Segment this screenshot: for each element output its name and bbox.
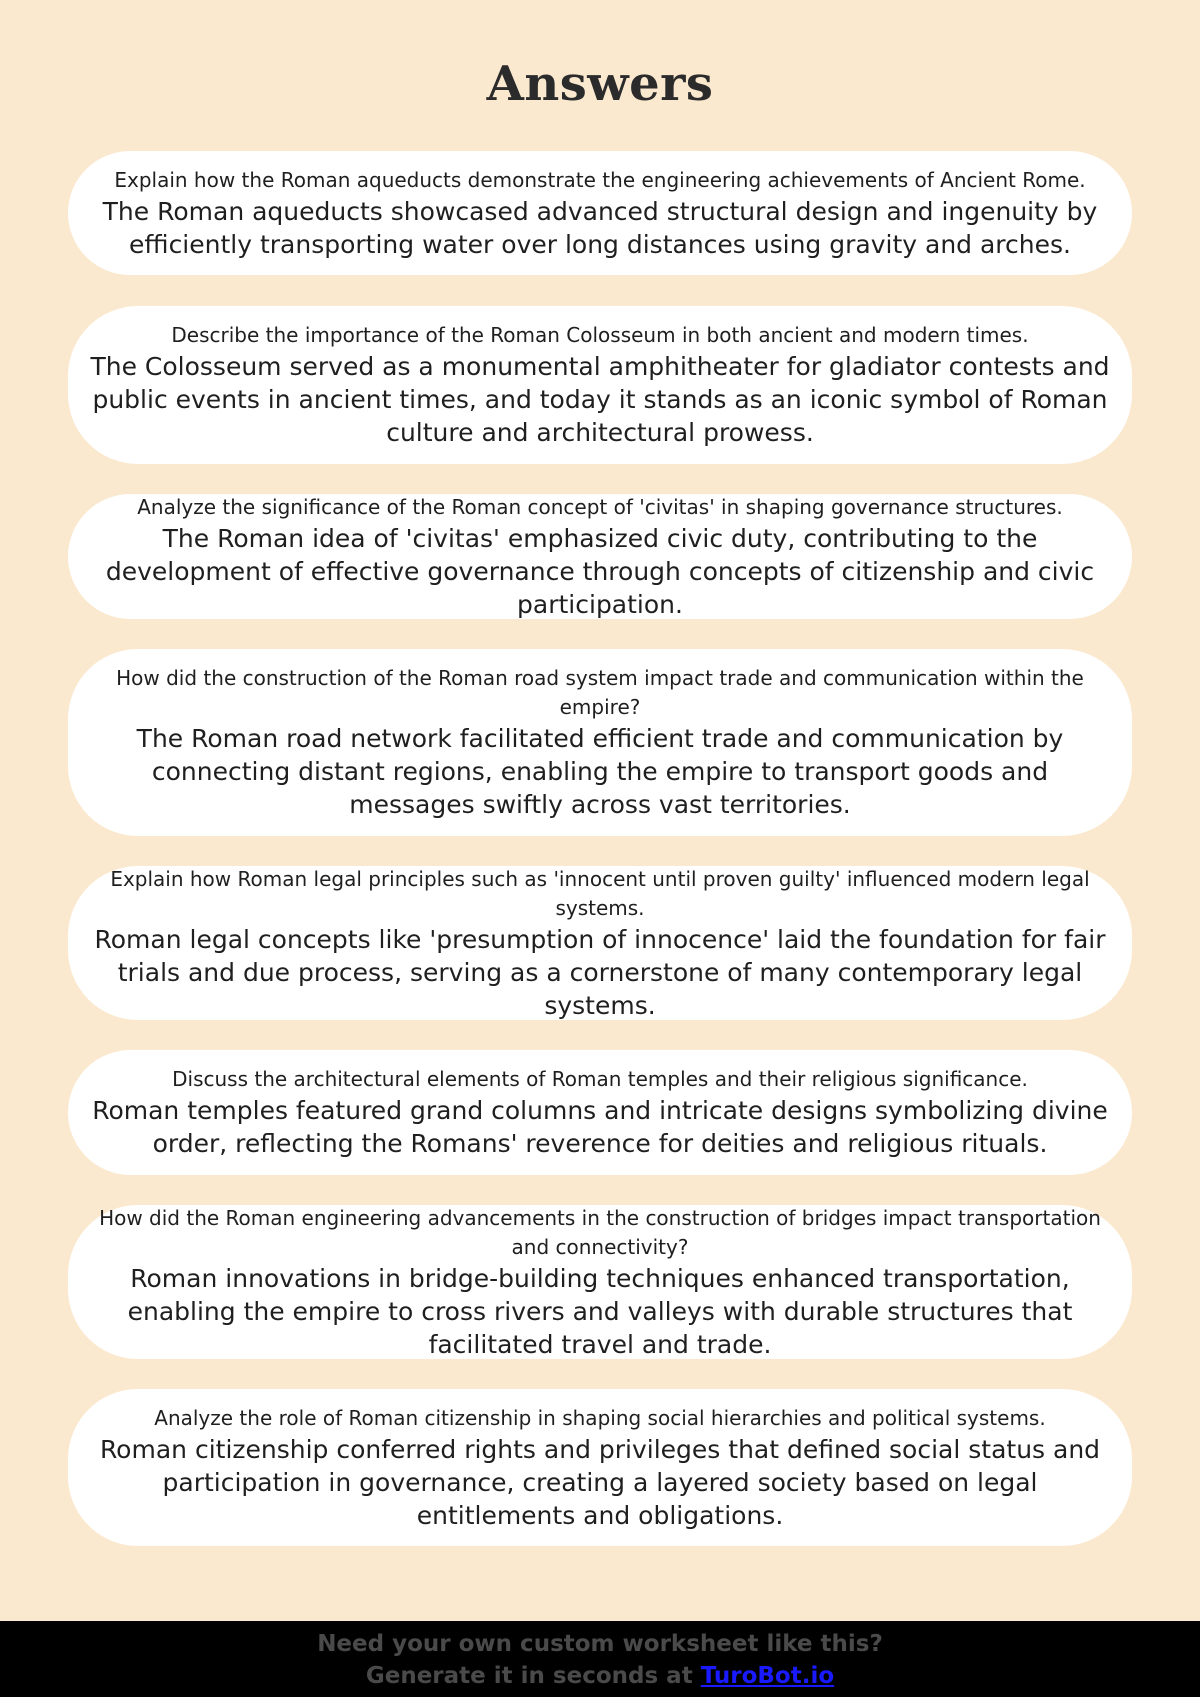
footer-line-2-text: Generate it in seconds at	[365, 1663, 701, 1689]
answer-card	[68, 649, 1132, 836]
question-text: Analyze the significance of the Roman concept of 'civitas' in shaping governance structures.	[137, 494, 1063, 519]
question-text: Discuss the architectural elements of Roman temples and their religious significance.	[172, 1067, 1028, 1091]
footer-banner	[0, 1621, 1200, 1697]
question-text: How did the Roman engineering advancements in the construction of bridges impact transportation and connectivity?	[99, 1205, 1101, 1259]
answer-text: The Roman road network facilitated efficient trade and communication by connecting distant regions, enabling the empire to transport goods and messages swiftly across vast territories.	[136, 724, 1064, 819]
answer-text: Roman temples featured grand columns and intricate designs symbolizing divine order, reflecting the Romans' reverence for deities and religious rituals.	[92, 1096, 1108, 1158]
question-text: Analyze the role of Roman citizenship in shaping social hierarchies and political systems.	[154, 1405, 1046, 1430]
page-title: Answers	[486, 56, 714, 112]
answer-card	[68, 1205, 1132, 1359]
answer-text: The Colosseum served as a monumental amphitheater for gladiator contests and public events in ancient times, and today it stands as an iconic symbol of Roman culture and architectural prowess.	[90, 352, 1110, 447]
footer-line-1: Need your own custom worksheet like this?	[317, 1631, 883, 1657]
question-text: Explain how the Roman aqueducts demonstrate the engineering achievements of Ancient Rome.	[114, 167, 1086, 192]
answer-text: Roman citizenship conferred rights and privileges that defined social status and participation in governance, creating a layered society based on legal entitlements and obligations.	[99, 1434, 1101, 1530]
question-text: How did the construction of the Roman road system impact trade and communication within the empire?	[116, 666, 1084, 719]
question-text: Explain how Roman legal principles such as 'innocent until proven guilty' influenced modern legal systems.	[110, 866, 1090, 920]
question-text: Describe the importance of the Roman Colosseum in both ancient and modern times.	[171, 323, 1029, 347]
answer-text: The Roman idea of 'civitas' emphasized civic duty, contributing to the development of effective governance through concepts of citizenship and civic participation.	[105, 523, 1095, 619]
answer-card	[68, 306, 1132, 464]
footer-line-2	[0, 1660, 1200, 1692]
answer-text: Roman legal concepts like 'presumption of innocence' laid the foundation for fair trials and due process, serving as a cornerstone of many contemporary legal systems.	[94, 924, 1106, 1020]
turobot-link[interactable]: TuroBot.io	[700, 1663, 835, 1689]
answer-card	[68, 1050, 1132, 1175]
answer-text: Roman innovations in bridge-building techniques enhanced transportation, enabling the empire to cross rivers and valleys with durable structures that facilitated travel and trade.	[127, 1263, 1073, 1359]
answer-card	[68, 866, 1132, 1020]
answer-card	[68, 494, 1132, 619]
answer-card	[68, 151, 1132, 275]
answer-card	[68, 1389, 1132, 1546]
answer-text: The Roman aqueducts showcased advanced structural design and ingenuity by efficiently transporting water over long distances using gravity and arches.	[102, 196, 1098, 259]
